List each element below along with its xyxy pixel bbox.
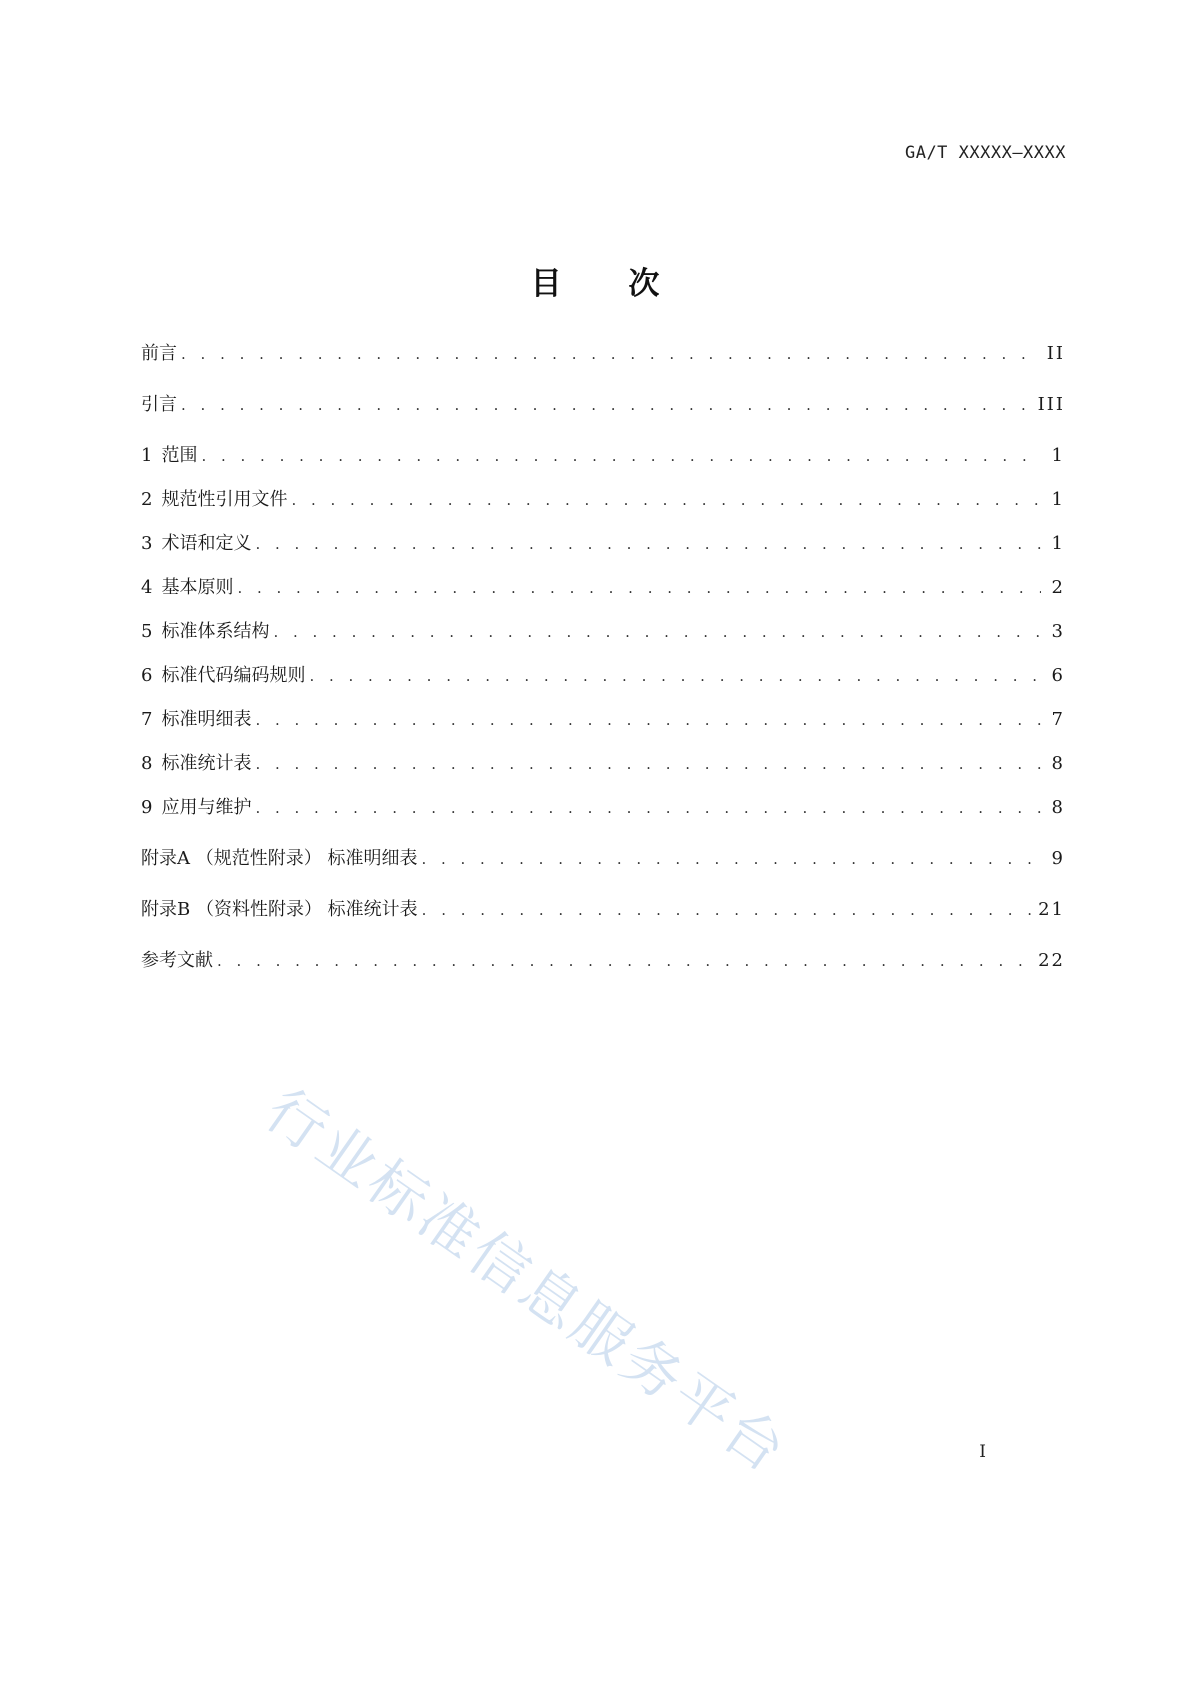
toc-entry-page: 8 bbox=[1051, 753, 1065, 774]
toc-entry-page: 8 bbox=[1051, 797, 1065, 818]
toc-dot-leader bbox=[273, 618, 1041, 646]
toc-entry-number: 5 bbox=[141, 621, 153, 642]
toc-dot-leader bbox=[181, 340, 1041, 368]
toc-entry-2[interactable] bbox=[141, 486, 1065, 514]
toc-entry-6[interactable] bbox=[141, 662, 1065, 690]
toc-entry-page: 21 bbox=[1038, 899, 1065, 920]
document-code: GA/T XXXXX—XXXX bbox=[904, 143, 1066, 163]
toc-entry-number: 8 bbox=[141, 753, 153, 774]
toc-entry-text: 标准体系结构 bbox=[161, 621, 270, 642]
toc-entry-page: III bbox=[1037, 394, 1065, 415]
toc-entry-page: 22 bbox=[1038, 950, 1065, 971]
toc-entry-number: 9 bbox=[141, 797, 153, 818]
toc-entry-8[interactable] bbox=[141, 750, 1065, 778]
toc-entry-5[interactable] bbox=[141, 618, 1065, 646]
toc-entry-page: 1 bbox=[1051, 445, 1065, 466]
toc-entry-text: 附录A （规范性附录） 标准明细表 bbox=[141, 848, 418, 869]
toc-dot-leader bbox=[255, 530, 1041, 558]
toc-entry-page: II bbox=[1046, 343, 1065, 364]
toc-dot-leader bbox=[291, 486, 1041, 514]
toc-dot-leader bbox=[255, 706, 1041, 734]
toc-entry-page: 6 bbox=[1051, 665, 1065, 686]
toc-entry-text: 基本原则 bbox=[161, 577, 234, 598]
toc-entry-number: 1 bbox=[141, 445, 153, 466]
toc-entry-text: 规范性引用文件 bbox=[161, 489, 288, 510]
toc-entry-page: 1 bbox=[1051, 533, 1065, 554]
toc-entry-number: 6 bbox=[141, 665, 153, 686]
toc-entry-page: 3 bbox=[1051, 621, 1065, 642]
toc-entry-page: 9 bbox=[1051, 848, 1065, 869]
toc-entry-appendix-b[interactable] bbox=[141, 896, 1065, 924]
toc-entry-page: 1 bbox=[1051, 489, 1065, 510]
toc-entry-text: 应用与维护 bbox=[161, 797, 252, 818]
toc-entry-text: 附录B （资料性附录） 标准统计表 bbox=[141, 899, 418, 920]
toc-dot-leader bbox=[255, 794, 1041, 822]
toc-entry-number: 2 bbox=[141, 489, 153, 510]
toc-entry-text: 范围 bbox=[161, 445, 198, 466]
page-number: I bbox=[979, 1442, 986, 1462]
toc-entry-appendix-a[interactable] bbox=[141, 845, 1065, 873]
toc-dot-leader bbox=[201, 442, 1041, 470]
toc-entry-number: 3 bbox=[141, 533, 153, 554]
toc-entry-1[interactable] bbox=[141, 442, 1065, 470]
toc-entry-text: 术语和定义 bbox=[161, 533, 252, 554]
toc-entry-text: 参考文献 bbox=[141, 950, 213, 971]
toc-entry-text: 标准明细表 bbox=[161, 709, 252, 730]
page-title: 目 次 bbox=[530, 266, 688, 302]
toc-dot-leader bbox=[217, 947, 1034, 975]
toc-entry-text: 前言 bbox=[141, 343, 177, 364]
watermark: 行业标准信息服务平台 bbox=[253, 1075, 801, 1487]
toc-dot-leader bbox=[309, 662, 1041, 690]
toc-entry-page: 7 bbox=[1051, 709, 1065, 730]
toc-entry-3[interactable] bbox=[141, 530, 1065, 558]
toc-entry-text: 标准代码编码规则 bbox=[161, 665, 306, 686]
toc-dot-leader bbox=[181, 391, 1034, 419]
toc-dot-leader bbox=[255, 750, 1041, 778]
toc-entry-text: 标准统计表 bbox=[161, 753, 252, 774]
toc-entry-page: 2 bbox=[1051, 577, 1065, 598]
toc-entry-references[interactable] bbox=[141, 947, 1065, 975]
toc-dot-leader bbox=[237, 574, 1041, 602]
toc-entry-9[interactable] bbox=[141, 794, 1065, 822]
toc-entry-7[interactable] bbox=[141, 706, 1065, 734]
toc-entry-4[interactable] bbox=[141, 574, 1065, 602]
toc-entry-introduction[interactable] bbox=[141, 391, 1065, 419]
toc-entry-number: 4 bbox=[141, 577, 153, 598]
toc-dot-leader bbox=[421, 845, 1041, 873]
toc-entry-text: 引言 bbox=[141, 394, 177, 415]
toc-entry-number: 7 bbox=[141, 709, 153, 730]
toc-dot-leader bbox=[422, 896, 1034, 924]
toc-entry-foreword[interactable] bbox=[141, 340, 1065, 368]
